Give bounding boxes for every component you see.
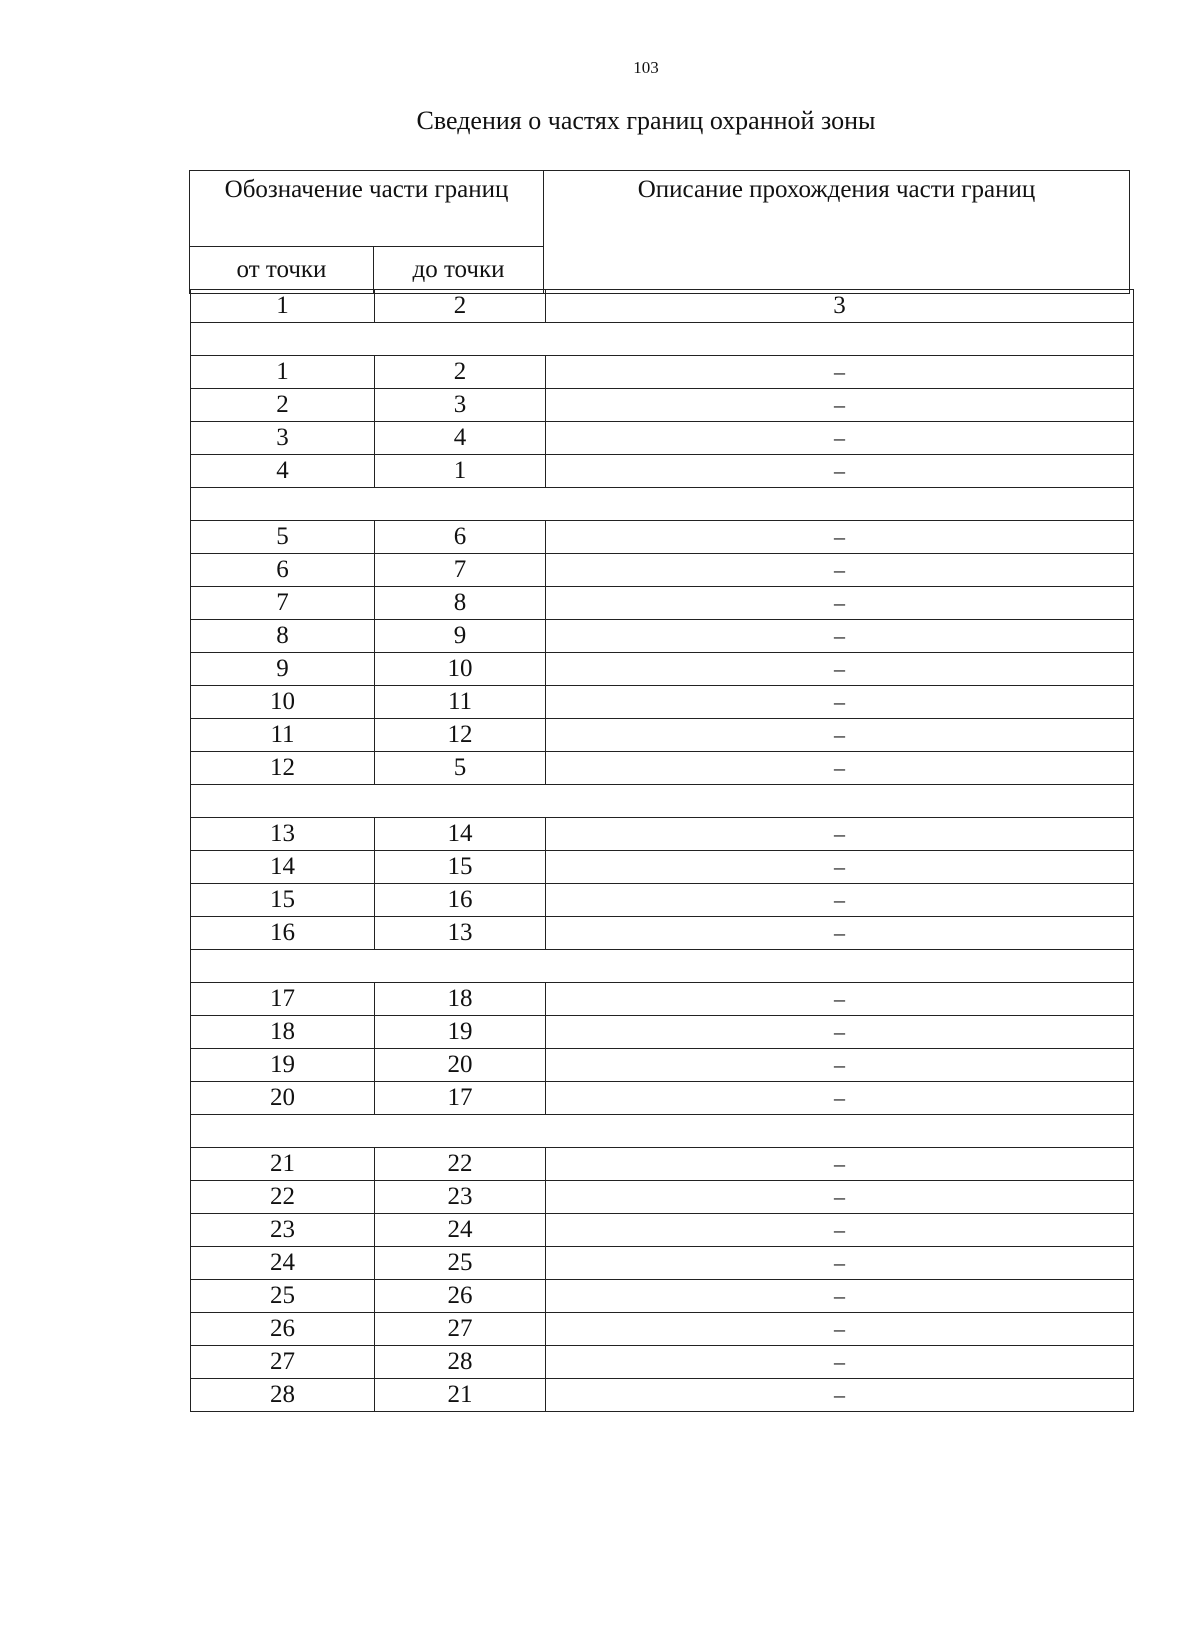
boundary-table — [190, 289, 1134, 1412]
description-cell: – — [546, 719, 1134, 752]
to-point-cell: 22 — [375, 1148, 546, 1181]
description-cell: – — [546, 455, 1134, 488]
table-row — [191, 686, 1134, 719]
header-to-point: до точки — [374, 247, 544, 294]
description-cell: – — [546, 554, 1134, 587]
from-point-cell: 10 — [191, 686, 375, 719]
group-separator-row — [191, 1115, 1134, 1148]
table-row — [191, 1049, 1134, 1082]
description-cell: – — [546, 1049, 1134, 1082]
to-point-cell: 25 — [375, 1247, 546, 1280]
header-table — [189, 170, 1130, 294]
to-point-cell: 13 — [375, 917, 546, 950]
table-row — [191, 719, 1134, 752]
description-cell: – — [546, 521, 1134, 554]
description-cell: – — [546, 851, 1134, 884]
table-row — [191, 422, 1134, 455]
from-point-cell: 25 — [191, 1280, 375, 1313]
table-row — [191, 917, 1134, 950]
from-point-cell: 19 — [191, 1049, 375, 1082]
table-row — [191, 752, 1134, 785]
description-cell: – — [546, 587, 1134, 620]
to-point-cell: 23 — [375, 1181, 546, 1214]
from-point-cell: 24 — [191, 1247, 375, 1280]
table-row — [191, 521, 1134, 554]
to-point-cell: 3 — [375, 389, 546, 422]
description-cell: – — [546, 1148, 1134, 1181]
description-cell: – — [546, 1346, 1134, 1379]
to-point-cell: 1 — [375, 455, 546, 488]
to-point-cell: 17 — [375, 1082, 546, 1115]
from-point-cell: 11 — [191, 719, 375, 752]
table-row — [191, 1181, 1134, 1214]
description-cell: – — [546, 1181, 1134, 1214]
header-description: Описание прохождения части границ — [544, 171, 1130, 294]
group-separator-cell — [191, 1115, 1134, 1148]
to-point-cell: 9 — [375, 620, 546, 653]
to-point-cell: 20 — [375, 1049, 546, 1082]
from-point-cell: 26 — [191, 1313, 375, 1346]
table-row — [191, 1346, 1134, 1379]
group-separator-cell — [191, 488, 1134, 521]
table-row — [191, 620, 1134, 653]
table-row — [191, 455, 1134, 488]
group-separator-row — [191, 488, 1134, 521]
description-cell: – — [546, 1379, 1134, 1412]
page-number: 103 — [633, 58, 659, 77]
table-row — [191, 1280, 1134, 1313]
from-point-cell: 1 — [191, 356, 375, 389]
to-point-cell: 27 — [375, 1313, 546, 1346]
header-designation: Обозначение части границ — [190, 171, 544, 247]
table-row — [191, 389, 1134, 422]
from-point-cell: 28 — [191, 1379, 375, 1412]
to-point-cell: 24 — [375, 1214, 546, 1247]
from-point-cell: 20 — [191, 1082, 375, 1115]
to-point-cell: 7 — [375, 554, 546, 587]
description-cell: – — [546, 620, 1134, 653]
table-row — [191, 1016, 1134, 1049]
from-point-cell: 12 — [191, 752, 375, 785]
table-row — [191, 851, 1134, 884]
table-body — [191, 290, 1134, 1412]
to-point-cell: 4 — [375, 422, 546, 455]
group-separator-cell — [191, 785, 1134, 818]
description-cell: – — [546, 818, 1134, 851]
description-cell: – — [546, 653, 1134, 686]
to-point-cell: 5 — [375, 752, 546, 785]
to-point-cell: 16 — [375, 884, 546, 917]
from-point-cell: 13 — [191, 818, 375, 851]
column-number: 3 — [546, 290, 1134, 323]
table-row — [191, 884, 1134, 917]
description-cell: – — [546, 1214, 1134, 1247]
to-point-cell: 10 — [375, 653, 546, 686]
to-point-cell: 28 — [375, 1346, 546, 1379]
table-row — [191, 818, 1134, 851]
description-cell: – — [546, 686, 1134, 719]
from-point-cell: 6 — [191, 554, 375, 587]
to-point-cell: 12 — [375, 719, 546, 752]
to-point-cell: 2 — [375, 356, 546, 389]
group-separator-row — [191, 950, 1134, 983]
to-point-cell: 6 — [375, 521, 546, 554]
description-cell: – — [546, 752, 1134, 785]
to-point-cell: 18 — [375, 983, 546, 1016]
description-cell: – — [546, 1247, 1134, 1280]
description-cell: – — [546, 1280, 1134, 1313]
description-cell: – — [546, 1313, 1134, 1346]
table-row — [191, 653, 1134, 686]
to-point-cell: 26 — [375, 1280, 546, 1313]
column-number: 1 — [191, 290, 375, 323]
table-row — [191, 1082, 1134, 1115]
to-point-cell: 19 — [375, 1016, 546, 1049]
to-point-cell: 15 — [375, 851, 546, 884]
table-row — [191, 983, 1134, 1016]
column-number: 2 — [375, 290, 546, 323]
table-row — [191, 587, 1134, 620]
description-cell: – — [546, 389, 1134, 422]
column-number-row — [191, 290, 1134, 323]
to-point-cell: 14 — [375, 818, 546, 851]
from-point-cell: 22 — [191, 1181, 375, 1214]
description-cell: – — [546, 983, 1134, 1016]
table-row — [191, 1379, 1134, 1412]
from-point-cell: 23 — [191, 1214, 375, 1247]
from-point-cell: 15 — [191, 884, 375, 917]
page-title: Сведения о частях границ охранной зоны — [416, 106, 876, 135]
table-row — [191, 554, 1134, 587]
from-point-cell: 8 — [191, 620, 375, 653]
description-cell: – — [546, 422, 1134, 455]
from-point-cell: 5 — [191, 521, 375, 554]
header-from-point: от точки — [190, 247, 374, 294]
from-point-cell: 16 — [191, 917, 375, 950]
description-cell: – — [546, 356, 1134, 389]
from-point-cell: 18 — [191, 1016, 375, 1049]
group-separator-row — [191, 785, 1134, 818]
table-row — [191, 1313, 1134, 1346]
table-row — [191, 356, 1134, 389]
description-cell: – — [546, 1082, 1134, 1115]
to-point-cell: 8 — [375, 587, 546, 620]
description-cell: – — [546, 884, 1134, 917]
group-separator-row — [191, 323, 1134, 356]
from-point-cell: 21 — [191, 1148, 375, 1181]
description-cell: – — [546, 1016, 1134, 1049]
from-point-cell: 17 — [191, 983, 375, 1016]
table-row — [191, 1247, 1134, 1280]
from-point-cell: 14 — [191, 851, 375, 884]
description-cell: – — [546, 917, 1134, 950]
group-separator-cell — [191, 323, 1134, 356]
table-row — [191, 1148, 1134, 1181]
from-point-cell: 9 — [191, 653, 375, 686]
to-point-cell: 11 — [375, 686, 546, 719]
to-point-cell: 21 — [375, 1379, 546, 1412]
table-row — [191, 1214, 1134, 1247]
from-point-cell: 27 — [191, 1346, 375, 1379]
from-point-cell: 7 — [191, 587, 375, 620]
group-separator-cell — [191, 950, 1134, 983]
from-point-cell: 2 — [191, 389, 375, 422]
from-point-cell: 3 — [191, 422, 375, 455]
from-point-cell: 4 — [191, 455, 375, 488]
